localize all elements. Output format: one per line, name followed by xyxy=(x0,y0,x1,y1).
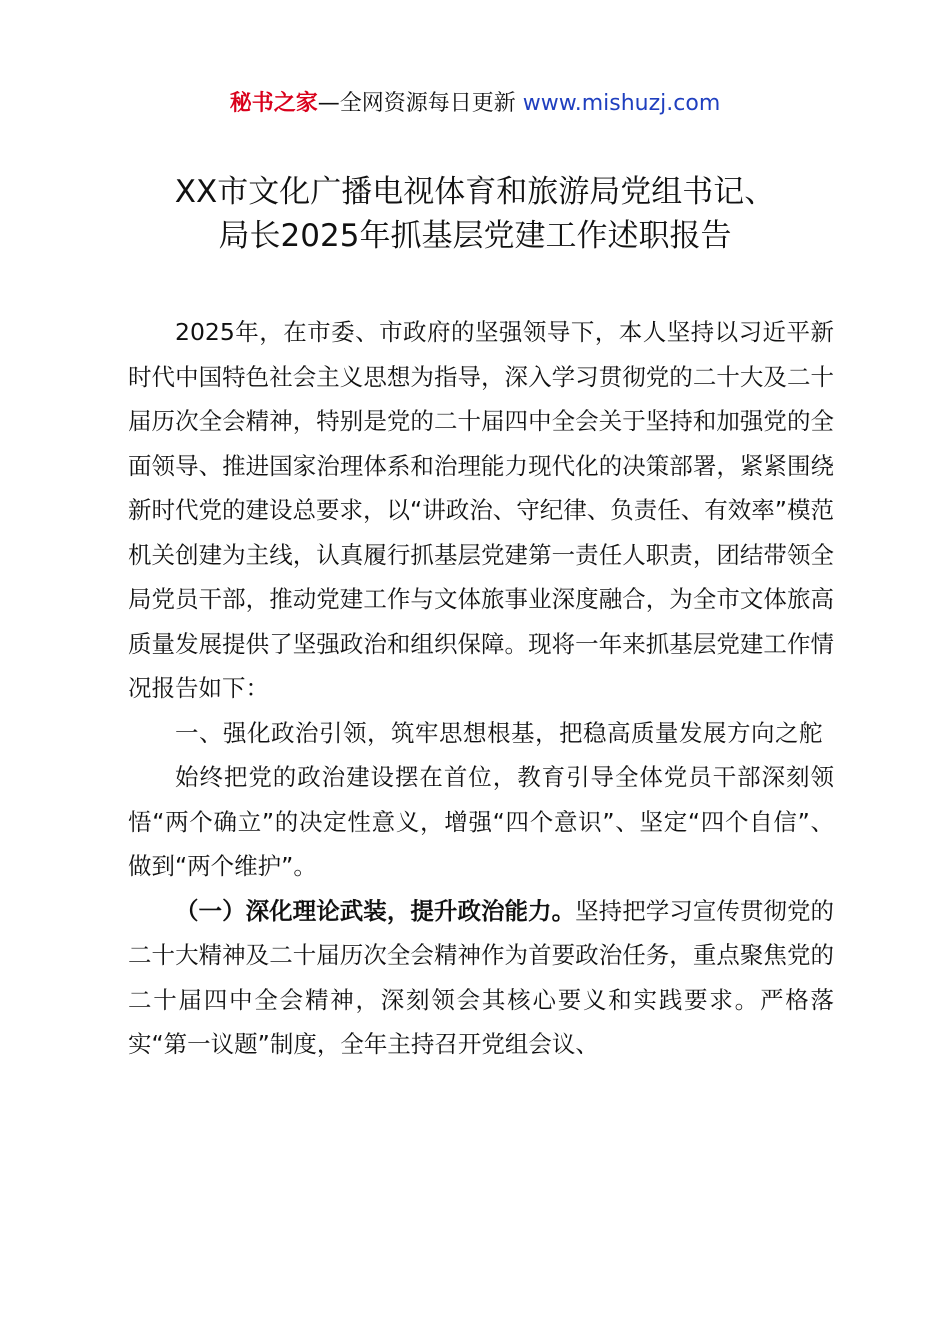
section-1-paragraph: 始终把党的政治建设摆在首位，教育引导全体党员干部深刻领悟“两个确立”的决定性意义，增强“四个意识”、坚定“四个自信”、做到“两个维护”。 xyxy=(128,763,834,880)
intro-paragraph: 2025年，在市委、市政府的坚强领导下，本人坚持以习近平新时代中国特色社会主义思想为指导，深入学习贯彻党的二十大及二十届历次全会精神，特别是党的二十届四中全会关于坚持和加强党的全面领导、推进国家治理体系和治理能力现代化的决策部署，紧紧围绕新时代党的建设总要求，以“讲政治、守纪律、负责任、有效率”模范机关创建为主线，认真履行抓基层党建第一责任人职责，团结带领全局党员干部，推动党建工作与文体旅事业深度融合，为全市文体旅高质量发展提供了坚强政治和组织保障。现将一年来抓基层党建工作情况报告如下： xyxy=(128,318,834,702)
section-1-heading: 一、强化政治引领，筑牢思想根基，把稳高质量发展方向之舵 xyxy=(175,718,823,747)
site-url-link[interactable]: www.mishuzj.com xyxy=(522,91,721,116)
document-title xyxy=(60,170,890,258)
header-tagline: —全网资源每日更新 xyxy=(317,91,523,116)
title-line-2: 局长2025年抓基层党建工作述职报告 xyxy=(218,218,732,254)
subsection-1-lead: （一）深化理论武装，提升政治能力。 xyxy=(175,896,576,925)
subsection-1-text: 坚持把学习宣传贯彻党的二十大精神及二十届历次全会精神作为首要政治任务，重点聚焦党的二十届四中全会精神，深刻领会其核心要义和实践要求。严格落实“第一议题”制度，全年主持召开党组会议、 xyxy=(128,896,835,1058)
brand-name: 秘书之家 xyxy=(229,91,318,116)
document-body xyxy=(128,310,834,1067)
subsection-1-paragraph xyxy=(128,889,834,1067)
title-line-1: XX市文化广播电视体育和旅游局党组书记、 xyxy=(174,174,776,210)
site-header xyxy=(0,86,950,122)
